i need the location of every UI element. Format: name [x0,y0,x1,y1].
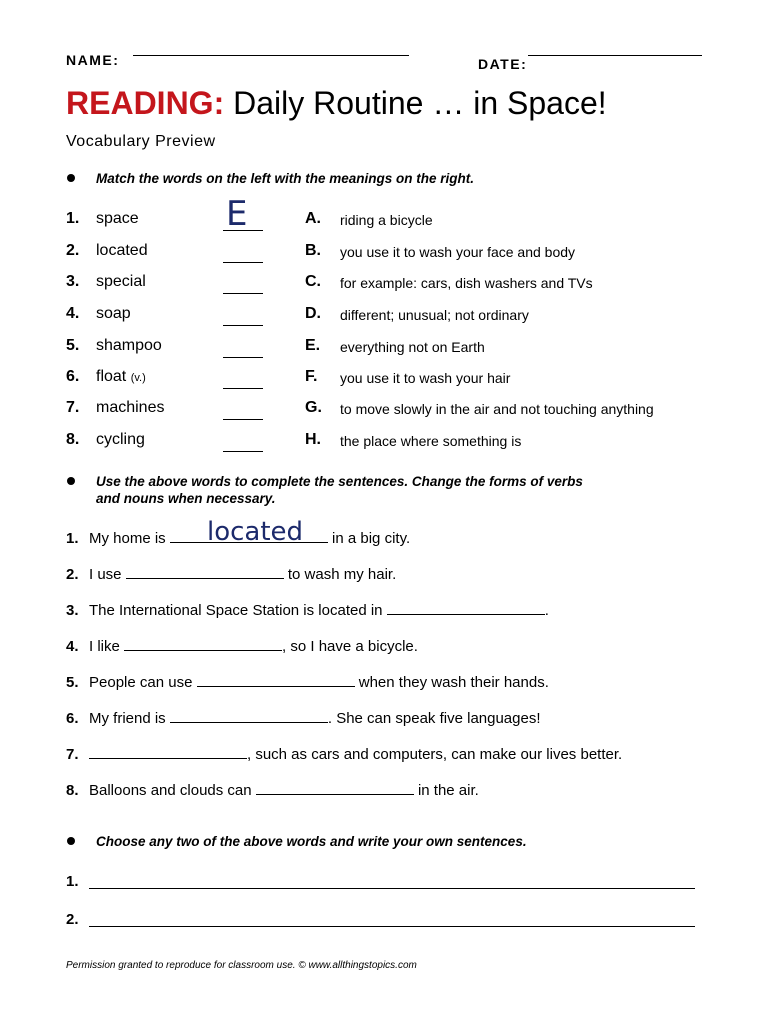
word-number: 2. [66,242,80,259]
sentence-after: to wash my hair. [283,566,397,583]
sentence-blank[interactable] [126,566,284,579]
sentence-before: The International Space Station is located in [89,602,387,619]
sentence-blank[interactable] [124,638,282,651]
sentence-after: , so I have a bicycle. [282,638,418,655]
sentence [89,674,549,691]
sentence-after: in a big city. [327,530,411,547]
answer-blank[interactable] [223,388,263,389]
meaning-letter: B. [305,242,321,259]
handwritten-sentence-answer: located [207,517,304,547]
vocab-word [96,368,146,386]
sentence [89,710,541,727]
writing-line-number: 2. [66,911,79,928]
sentence-number: 8. [66,782,79,799]
meaning-letter: D. [305,305,321,322]
vocab-word [96,431,145,449]
section1-instruction: Match the words on the left with the meanings on the right. [96,171,475,186]
meaning-letter: F. [305,368,318,385]
footer-permission: Permission granted to reproduce for classroom use. © www.allthingstopics.com [66,960,417,971]
meaning-letter: H. [305,431,321,448]
meaning-text: riding a bicycle [340,212,433,228]
vocab-word-text: located [96,242,148,259]
sentence-number: 7. [66,746,79,763]
subtitle: Vocabulary Preview [66,133,216,150]
sentence-number: 1. [66,530,79,547]
sentence [89,782,479,799]
date-label: DATE: [478,56,528,72]
section2-instruction-line1: Use the above words to complete the sentences. Change the forms of verbs [96,474,583,489]
vocab-word-text: special [96,273,146,290]
sentence-before: I like [89,638,125,655]
meaning-text: the place where something is [340,433,522,449]
vocab-word [96,305,131,323]
word-number: 6. [66,368,80,385]
word-number: 4. [66,305,80,322]
meaning-letter: G. [305,399,322,416]
answer-blank[interactable] [223,451,263,452]
sentence [89,566,396,583]
meaning-text: to move slowly in the air and not touching anything [340,401,654,417]
meaning-text: you use it to wash your hair [340,370,511,386]
word-number: 8. [66,431,80,448]
sentence [89,638,418,655]
bullet-icon [67,837,75,845]
word-number: 7. [66,399,80,416]
answer-blank[interactable] [223,262,263,263]
word-number: 5. [66,337,80,354]
vocab-word [96,273,146,291]
word-note: (v.) [130,372,146,384]
bullet-icon [67,174,75,182]
sentence-blank[interactable] [170,710,328,723]
sentence-blank[interactable] [197,674,355,687]
sentence-before: I use [89,566,126,583]
vocab-word-text: soap [96,305,131,322]
date-field[interactable] [528,55,702,56]
sentence-after: , such as cars and computers, can make our lives better. [247,746,623,763]
writing-line[interactable] [89,888,695,889]
title-prefix: READING: [66,85,225,121]
vocab-word-text: machines [96,399,165,416]
meaning-letter: E. [305,337,321,354]
sentence-number: 6. [66,710,79,727]
handwritten-answer: E [226,194,248,234]
bullet-icon [67,477,75,485]
vocab-word-text: space [96,210,139,227]
sentence-number: 5. [66,674,79,691]
vocab-word-text: float [96,368,127,385]
word-number: 1. [66,210,80,227]
word-number: 3. [66,273,80,290]
sentence-before: People can use [89,674,197,691]
vocab-word-text: shampoo [96,337,162,354]
sentence-number: 3. [66,602,79,619]
name-field[interactable] [133,55,409,56]
meaning-text: everything not on Earth [340,339,485,355]
sentence-before: My friend is [89,710,170,727]
sentence-blank[interactable] [89,746,247,759]
sentence [89,602,549,619]
writing-line-number: 1. [66,873,79,890]
meaning-text: you use it to wash your face and body [340,244,576,260]
section3-instruction: Choose any two of the above words and write your own sentences. [96,834,527,849]
answer-blank[interactable] [223,419,263,420]
sentence-before: Balloons and clouds can [89,782,256,799]
sentence-number: 2. [66,566,79,583]
vocab-word-text: cycling [96,431,145,448]
answer-blank[interactable] [223,325,263,326]
page-title [66,85,607,122]
vocab-word [96,399,164,417]
sentence-after: . She can speak five languages! [327,710,541,727]
vocab-word [96,242,148,260]
answer-blank[interactable] [223,293,263,294]
meaning-text: different; unusual; not ordinary [340,307,529,323]
sentence-after: in the air. [413,782,479,799]
meaning-letter: C. [305,273,321,290]
writing-line[interactable] [89,926,695,927]
meaning-text: for example: cars, dish washers and TVs [340,275,593,291]
answer-blank[interactable] [223,357,263,358]
sentence-number: 4. [66,638,79,655]
vocab-word [96,210,139,228]
sentence [89,746,622,763]
sentence-before: My home is [89,530,170,547]
sentence-after: . [544,602,549,619]
meaning-letter: A. [305,210,321,227]
section2-instruction-line2: and nouns when necessary. [96,491,276,506]
sentence-after: when they wash their hands. [354,674,549,691]
sentence-blank[interactable] [387,602,545,615]
sentence-blank[interactable] [256,782,414,795]
title-rest: Daily Routine … in Space! [224,85,607,121]
vocab-word [96,337,162,355]
name-label: NAME: [66,52,120,68]
